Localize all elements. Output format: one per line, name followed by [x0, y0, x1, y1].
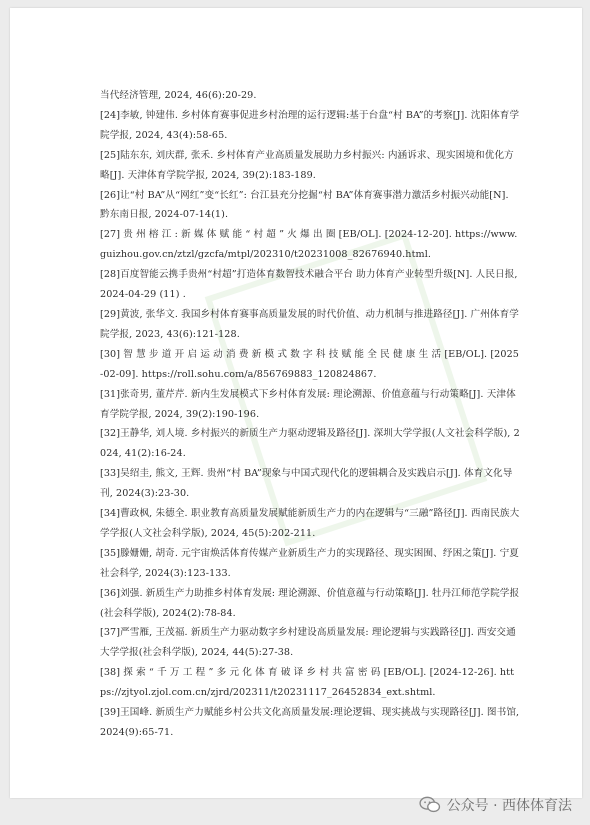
- wechat-icon: [419, 796, 441, 814]
- reference-list: [100, 86, 520, 743]
- reference-item: [30] 智 慧 步 道 开 启 运 动 消 费 新 模 式 数 字 科 技 赋 能 全 民 健 康 生 活 [EB/OL]. [2025-02-09]. https://roll.sohu.com/a/856769883_120824867.: [100, 348, 519, 380]
- reference-item: [37]严雪雁, 王茂福. 新质生产力驱动数字乡村建设高质量发展: 理论逻辑与实践路径[J]. 西安交通大学学报(社会科学版), 2024, 44(5):27-38.: [100, 627, 516, 659]
- reference-item: [27] 贵 州 榕 江 : 新 媒 体 赋 能 “ 村 超 ” 火 爆 出 圈 [EB/OL]. [2024-12-20]. https://www.guizhou.gov.cn/ztzl/gzcfa/mtpl/202310/t20231008_82676940.html.: [100, 229, 518, 261]
- reference-item: [28]百度智能云携手贵州“村超”打造体育数智技术融合平台 助力体育产业转型升级[N]. 人民日报, 2024-04-29 (11) .: [100, 269, 518, 301]
- reference-item: [35]滕姗姗, 胡奇. 元宇宙焕活体育传媒产业新质生产力的实现路径、现实困囿、纾困之策[J]. 宁夏社会科学, 2024(3):123-133.: [100, 547, 519, 579]
- reference-item: [24]李敏, 钟建伟. 乡村体育赛事促进乡村治理的运行逻辑:基于台盘“村 BA”的考察[J]. 沈阳体育学院学报, 2024, 43(4):58-65.: [100, 109, 520, 141]
- reference-item: [26]让“村 BA”从“网红”变“长红”: 台江县充分挖掘“村 BA”体育赛事潜力激活乡村振兴动能[N]. 黔东南日报, 2024-07-14(1).: [100, 189, 509, 221]
- reference-item: [25]陆东东, 刘庆群, 张禾. 乡村体育产业高质量发展助力乡村振兴: 内涵诉求、现实困境和优化方略[J]. 天津体育学院学报, 2024, 39(2):183-189.: [100, 149, 514, 181]
- reference-item: 当代经济管理, 2024, 46(6):20-29.: [100, 90, 257, 101]
- reference-item: [39]王国峰. 新质生产力赋能乡村公共文化高质量发展:理论逻辑、现实挑战与实现路径[J]. 图书馆, 2024(9):65-71.: [100, 707, 520, 738]
- footer-text: 公众号 · 西体体育法: [446, 798, 572, 814]
- reference-item: [32]王静华, 刘人境. 乡村振兴的新质生产力驱动逻辑及路径[J]. 深圳大学学报(人文社会科学版), 2024, 41(2):16-24.: [100, 428, 520, 460]
- reference-item: [34]曹政枫, 朱德全. 职业教育高质量发展赋能新质生产力的内在逻辑与“三融”路径[J]. 西南民族大学学报(人文社会科学版), 2024, 45(5):202-211.: [100, 508, 520, 539]
- account-footer[interactable]: [419, 795, 572, 815]
- reference-item: [36]刘强. 新质生产力助推乡村体育发展: 理论溯源、价值意蕴与行动策略[J]. 牡丹江师范学院学报(社会科学版), 2024(2):78-84.: [100, 587, 520, 619]
- reference-item: [38] 探 索 “ 千 万 工 程 ” 多 元 化 体 育 破 译 乡 村 共 富 密 码 [EB/OL]. [2024-12-26]. https://zjtyol.zjol.com.cn/zjrd/202311/t20231117_26452834_ext.shtml.: [100, 667, 515, 699]
- reference-item: [33]吴绍圭, 熊文, 王辉. 贵州“村 BA”现象与中国式现代化的逻辑耦合及实践启示[J]. 体育文化导刊, 2024(3):23-30.: [100, 468, 513, 500]
- reference-item: [29]黄波, 张华文. 我国乡村体育赛事高质量发展的时代价值、动力机制与推进路径[J]. 广州体育学院学报, 2023, 43(6):121-128.: [100, 308, 519, 340]
- document-page: [10, 8, 582, 798]
- reference-item: [31]张奇男, 董芹芹. 新内生发展模式下乡村体育发展: 理论溯源、价值意蕴与行动策略[J]. 天津体育学院学报, 2024, 39(2):190-196.: [100, 388, 516, 420]
